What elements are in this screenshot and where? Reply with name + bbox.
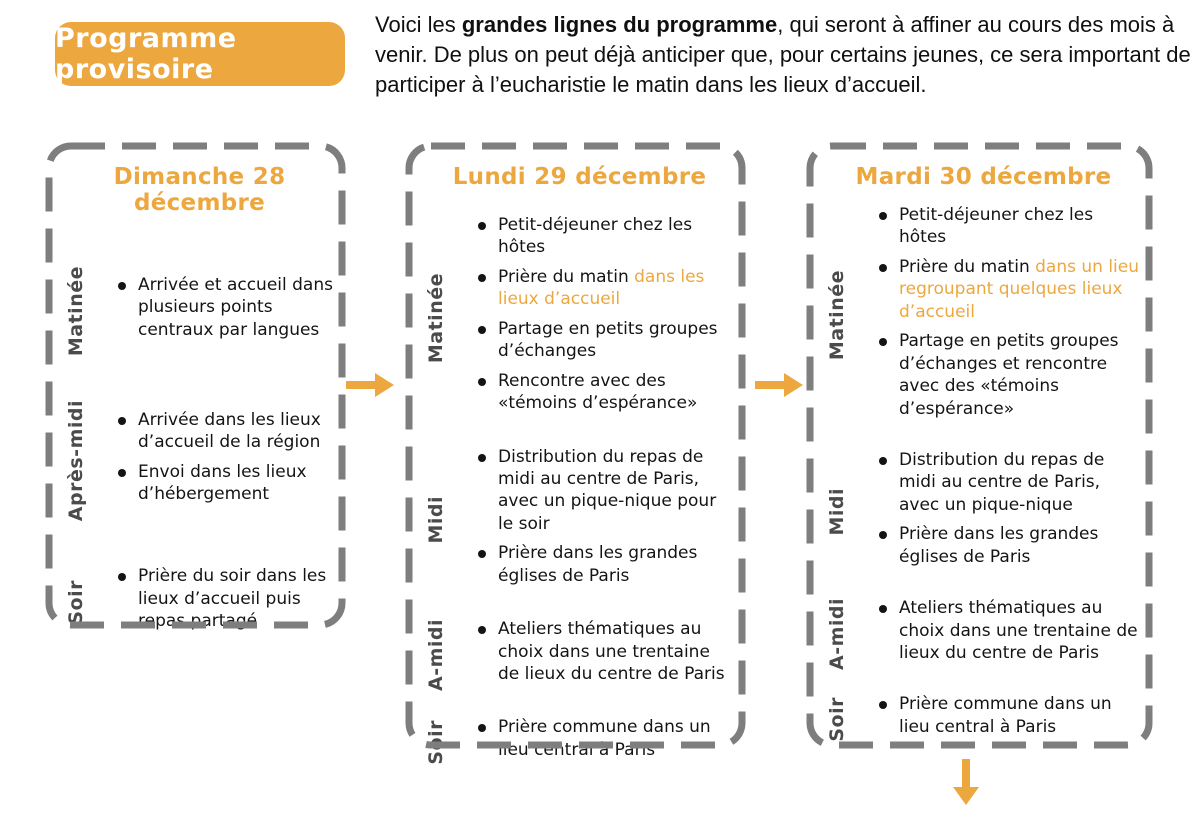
title-badge-label: Programme provisoire xyxy=(55,23,237,85)
program-item-text: Envoi dans les lieux d’hébergement xyxy=(138,461,307,505)
program-item xyxy=(111,274,334,341)
intro-text-bold: grandes lignes du programme xyxy=(461,12,778,37)
program-item-list xyxy=(868,597,1141,671)
program-item-text: Distribution du repas de midi au centre de Paris, avec un pique-nique xyxy=(899,449,1105,515)
program-item-text: Ateliers thématiques au choix dans une trentaine de lieux du centre de Paris xyxy=(899,598,1138,663)
program-item-text: Prière commune dans un lieu central à Paris xyxy=(899,694,1112,737)
program-item xyxy=(872,523,1141,568)
day-title: Lundi 29 décembre xyxy=(452,164,707,190)
program-item-text: Prière du soir dans les lieux d’accueil puis repas partagé xyxy=(138,566,327,632)
program-item xyxy=(872,597,1141,664)
program-item-list xyxy=(868,449,1141,575)
program-item-list xyxy=(467,446,734,595)
program-item xyxy=(872,204,1141,249)
arrow-right-icon xyxy=(753,370,805,400)
section-label: Soir xyxy=(65,580,87,625)
day-section xyxy=(826,449,1141,575)
day-section xyxy=(425,214,734,422)
program-item-list xyxy=(107,409,334,513)
program-item xyxy=(471,618,734,685)
day-title: Mardi 30 décembre xyxy=(855,164,1112,190)
day-card xyxy=(405,142,746,765)
program-item-text: Partage en petits groupes d’échanges xyxy=(498,318,718,362)
section-label: Matinée xyxy=(65,266,87,357)
program-item xyxy=(471,318,734,363)
section-label: Midi xyxy=(826,488,848,536)
program-item-list xyxy=(107,565,334,639)
program-item-text: Distribution du repas de midi au centre de Paris, avec un pique-nique pour le soir xyxy=(498,446,717,534)
program-item-text: Prière dans les grandes églises de Paris xyxy=(498,543,698,586)
day-section xyxy=(65,400,334,521)
program-item xyxy=(471,446,734,536)
program-item-text: Partage en petits groupes d’échanges et rencontre avec des «témoins d’espérance» xyxy=(899,331,1119,419)
program-item-text-accent: dans les lieux d’accueil xyxy=(498,266,705,310)
program-item-text: Arrivée et accueil dans plusieurs points centraux par langues xyxy=(138,274,333,340)
day-section xyxy=(826,693,1141,745)
title-badge xyxy=(55,22,345,86)
program-item xyxy=(872,449,1141,516)
day-section xyxy=(425,618,734,692)
day-section xyxy=(425,446,734,595)
intro-text-post: , qui seront à affiner au cours des mois à venir. De plus on peut déjà anticiper que, pour certains jeunes, ce sera important de participer à l’eucharistie le matin dans les lieux d’accueil. xyxy=(375,12,1191,98)
day-section xyxy=(826,204,1141,427)
program-item-text: Rencontre avec des «témoins d’espérance» xyxy=(498,370,698,414)
day-title: Dimanche 28 décembre xyxy=(113,164,286,216)
section-label: A-midi xyxy=(826,598,848,671)
day-section xyxy=(826,597,1141,671)
program-item xyxy=(872,330,1141,420)
day-section xyxy=(65,565,334,639)
day-section xyxy=(425,716,734,768)
intro-text-pre: Voici les xyxy=(375,12,462,37)
program-item-text: Ateliers thématiques au choix dans une trentaine de lieux du centre de Paris xyxy=(498,619,725,684)
program-item-text-accent: dans un lieu regroupant quelques lieux d’accueil xyxy=(899,256,1140,322)
program-item xyxy=(471,266,734,311)
intro-paragraph xyxy=(375,10,1197,100)
arrow-right-icon xyxy=(344,370,396,400)
program-item-list xyxy=(107,274,334,348)
program-item-list xyxy=(467,214,734,422)
program-item xyxy=(471,542,734,587)
program-item-list xyxy=(868,693,1141,745)
program-item xyxy=(471,370,734,415)
day-card xyxy=(45,142,346,632)
section-label: Après-midi xyxy=(65,400,87,522)
program-item xyxy=(111,409,334,454)
program-item-text: Prière dans les grandes églises de Paris xyxy=(899,524,1099,567)
section-label: Midi xyxy=(425,496,447,544)
program-item xyxy=(471,716,734,761)
section-label: Soir xyxy=(826,697,848,742)
program-item xyxy=(471,214,734,259)
program-item-list xyxy=(467,618,734,692)
program-item xyxy=(872,256,1141,323)
program-item xyxy=(872,693,1141,738)
program-item-text: Petit-déjeuner chez les hôtes xyxy=(899,205,1094,248)
program-item xyxy=(111,565,334,632)
program-item-text: Arrivée dans les lieux d’accueil de la région xyxy=(138,409,321,453)
program-item-text: Prière commune dans un lieu central à Paris xyxy=(498,717,711,760)
section-label: Matinée xyxy=(826,270,848,361)
program-item-list xyxy=(467,716,734,768)
program-item-text: Petit-déjeuner chez les hôtes xyxy=(498,215,693,258)
day-section xyxy=(65,266,334,356)
program-item xyxy=(111,461,334,506)
program-item-text: Prière du matin xyxy=(498,266,635,287)
section-label: Soir xyxy=(425,720,447,765)
section-label: A-midi xyxy=(425,619,447,692)
arrow-down-icon xyxy=(949,757,983,807)
program-item-text: Prière du matin xyxy=(899,256,1036,277)
day-card xyxy=(806,142,1153,749)
program-item-list xyxy=(868,204,1141,427)
section-label: Matinée xyxy=(425,272,447,363)
